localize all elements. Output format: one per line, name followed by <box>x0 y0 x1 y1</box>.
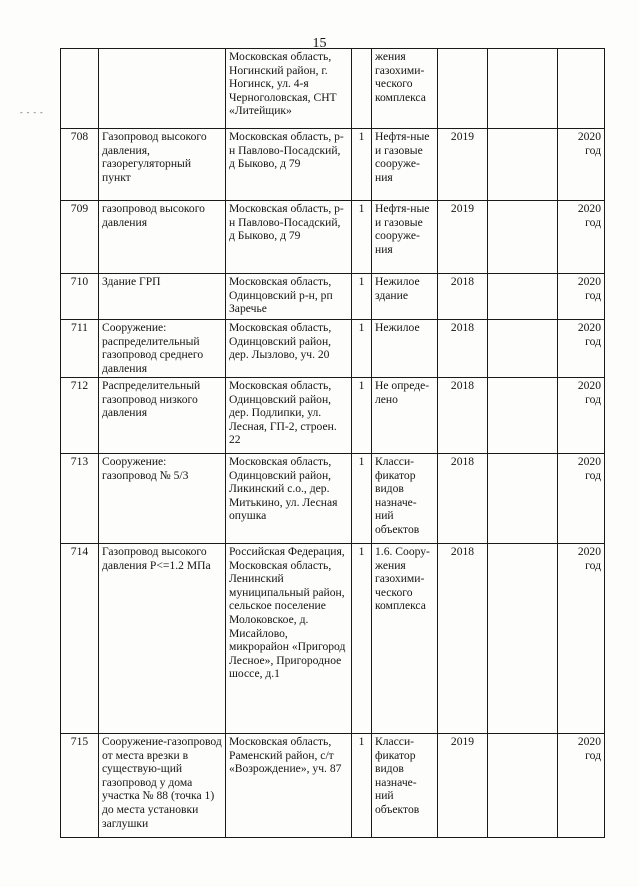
completion-year: 2020 год <box>558 129 605 201</box>
empty-cell <box>488 544 558 734</box>
object-name: Газопровод высокого давления P<=1.2 МПа <box>99 544 226 734</box>
object-quantity: 1 <box>352 734 372 838</box>
object-name: газопровод высокого давления <box>99 201 226 274</box>
object-type: Не опреде-лено <box>372 378 438 454</box>
table-row <box>61 378 605 454</box>
table-row <box>61 129 605 201</box>
empty-cell <box>488 378 558 454</box>
object-quantity: 1 <box>352 320 372 378</box>
page-number: 15 <box>312 36 327 51</box>
object-address: Московская область, Раменский район, с/т «Возрождение», уч. 87 <box>226 734 352 838</box>
object-year: 2018 <box>438 320 488 378</box>
object-quantity: 1 <box>352 201 372 274</box>
table-row <box>61 320 605 378</box>
table-row <box>61 274 605 320</box>
completion-year: 2020 год <box>558 201 605 274</box>
object-type: Нефтя-ные и газовые сооруже-ния <box>372 129 438 201</box>
object-year: 2019 <box>438 129 488 201</box>
object-address: Московская область, Одинцовский р-н, рп Заречье <box>226 274 352 320</box>
empty-cell <box>488 129 558 201</box>
object-quantity: 1 <box>352 378 372 454</box>
object-type: Класси-фикатор видов назначе-ний объектов <box>372 734 438 838</box>
table-row <box>61 454 605 544</box>
object-name: Здание ГРП <box>99 274 226 320</box>
table-row <box>61 49 605 129</box>
completion-year: 2020 год <box>558 274 605 320</box>
object-address: Московская область, Одинцовский район, Ликинский с.о., дер. Митькино, ул. Лесная опушка <box>226 454 352 544</box>
object-type: жения газохими-ческого комплекса <box>372 49 438 129</box>
completion-year: 2020 год <box>558 454 605 544</box>
object-address: Московская область, р-н Павлово-Посадский, д Быково, д 79 <box>226 129 352 201</box>
object-year: 2018 <box>438 544 488 734</box>
empty-cell <box>488 274 558 320</box>
margin-mark: - - - - <box>20 108 44 117</box>
empty-cell <box>488 454 558 544</box>
object-quantity: 1 <box>352 274 372 320</box>
table-row <box>61 734 605 838</box>
table-row <box>61 544 605 734</box>
object-type: Нежилое <box>372 320 438 378</box>
row-number: 713 <box>61 454 99 544</box>
empty-cell <box>488 734 558 838</box>
object-year: 2019 <box>438 201 488 274</box>
row-number: 708 <box>61 129 99 201</box>
object-year <box>438 49 488 129</box>
object-name: Сооружение-газопровод от места врезки в существую-щий газопровод у дома участка № 88 (точка 1) до места установки заглушки <box>99 734 226 838</box>
object-type: Класси-фикатор видов назначе-ний объектов <box>372 454 438 544</box>
object-type: Нежилое здание <box>372 274 438 320</box>
registry-table <box>60 48 605 838</box>
object-year: 2018 <box>438 274 488 320</box>
empty-cell <box>488 201 558 274</box>
object-name <box>99 49 226 129</box>
row-number <box>61 49 99 129</box>
object-quantity: 1 <box>352 129 372 201</box>
object-name: Газопровод высокого давления, газорегуляторный пункт <box>99 129 226 201</box>
object-address: Московская область, р-н Павлово-Посадский, д Быково, д 79 <box>226 201 352 274</box>
row-number: 715 <box>61 734 99 838</box>
object-quantity: 1 <box>352 544 372 734</box>
object-year: 2018 <box>438 378 488 454</box>
object-year: 2019 <box>438 734 488 838</box>
row-number: 709 <box>61 201 99 274</box>
row-number: 712 <box>61 378 99 454</box>
object-address: Московская область, Одинцовский район, дер. Лызлово, уч. 20 <box>226 320 352 378</box>
object-type: 1.6. Соору-жения газохими-ческого комплекса <box>372 544 438 734</box>
empty-cell <box>488 49 558 129</box>
object-name: Сооружение: распределительный газопровод среднего давления <box>99 320 226 378</box>
row-number: 711 <box>61 320 99 378</box>
empty-cell <box>488 320 558 378</box>
completion-year: 2020 год <box>558 378 605 454</box>
completion-year: 2020 год <box>558 544 605 734</box>
completion-year: 2020 год <box>558 734 605 838</box>
object-quantity <box>352 49 372 129</box>
table-row <box>61 201 605 274</box>
object-year: 2018 <box>438 454 488 544</box>
completion-year <box>558 49 605 129</box>
object-name: Распределительный газопровод низкого давления <box>99 378 226 454</box>
row-number: 714 <box>61 544 99 734</box>
object-address: Московская область, Ногинский район, г. Ногинск, ул. 4-я Черноголовская, СНТ «Литейщик» <box>226 49 352 129</box>
object-address: Московская область, Одинцовский район, дер. Подлипки, ул. Лесная, ГП-2, строен. 22 <box>226 378 352 454</box>
row-number: 710 <box>61 274 99 320</box>
completion-year: 2020 год <box>558 320 605 378</box>
object-name: Сооружение: газопровод № 5/3 <box>99 454 226 544</box>
object-type: Нефтя-ные и газовые сооруже-ния <box>372 201 438 274</box>
object-quantity: 1 <box>352 454 372 544</box>
object-address: Российская Федерация, Московская область, Ленинский муниципальный район, сельское поселение Молоковское, д. Мисайлово, микрорайон «Пригород Лесное», Пригородное шоссе, д.1 <box>226 544 352 734</box>
